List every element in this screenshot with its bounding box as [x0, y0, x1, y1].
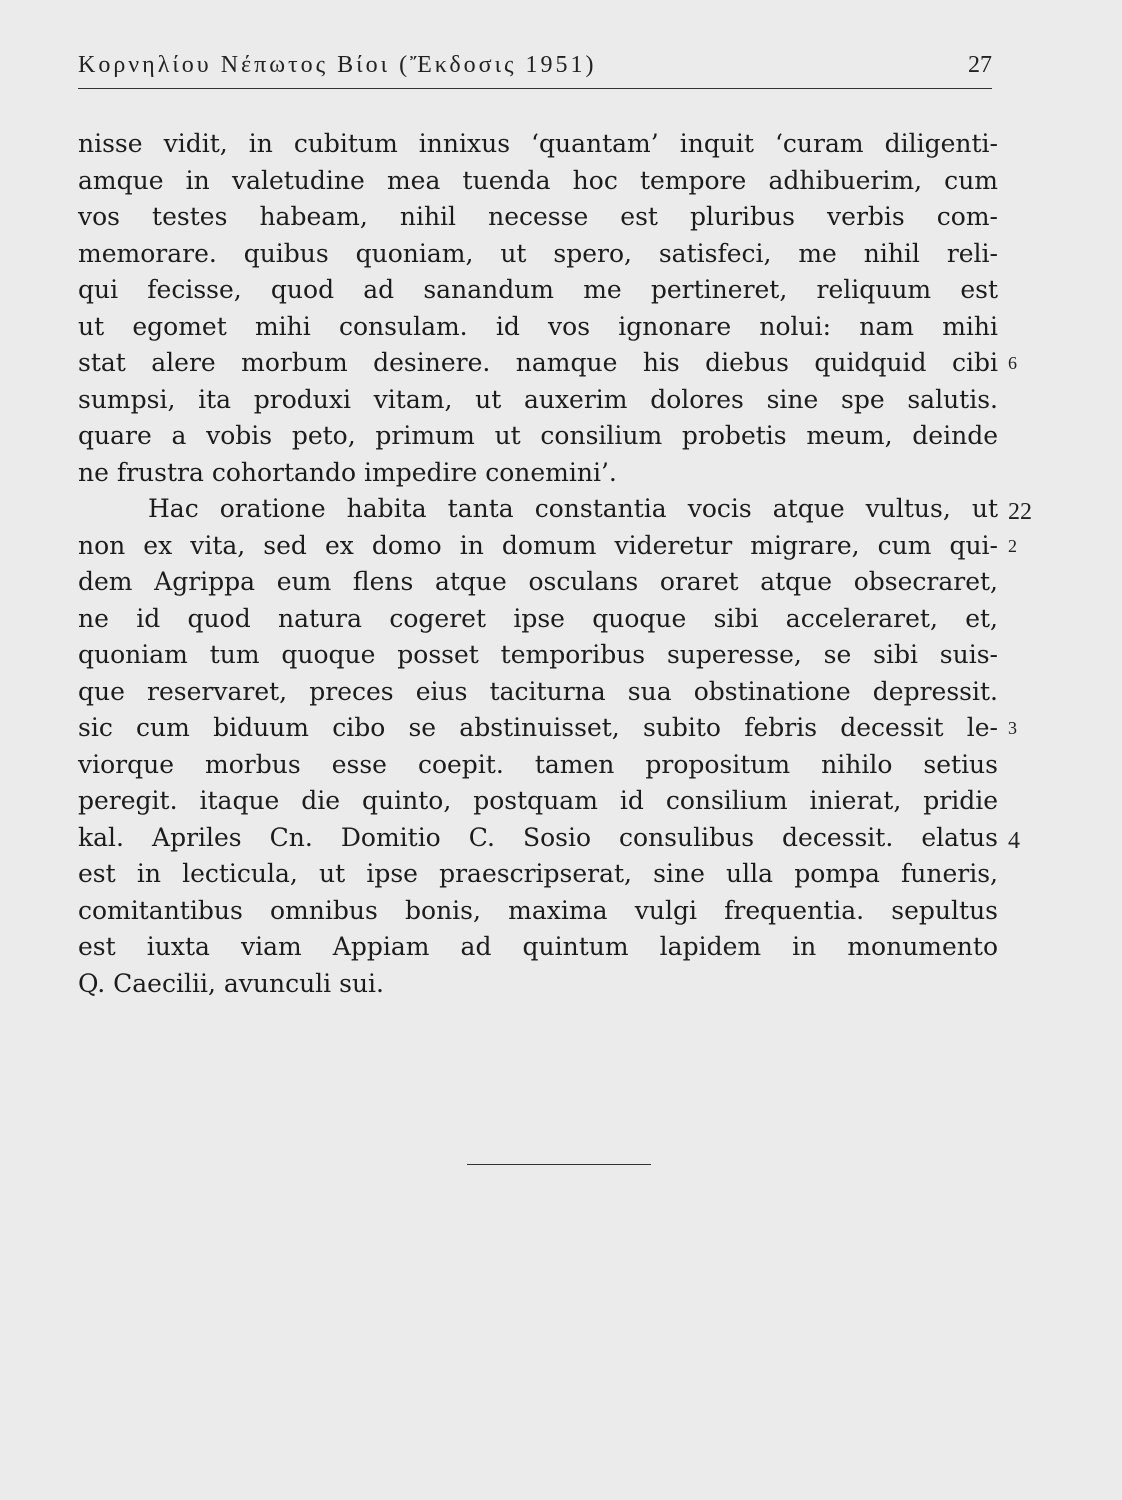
text-line: Hac oratione habita tanta constantia vocis atque vultus, ut 22	[78, 491, 998, 528]
text-line: que reservaret, preces eius taciturna sua obstinatione depressit.	[78, 676, 998, 706]
text-line: dem Agrippa eum flens atque osculans oraret atque obsecraret,	[78, 567, 998, 596]
section-number: 3	[1008, 718, 1017, 738]
text-line: stat alere morbum desinere. namque his diebus quidquid cibi 6	[78, 345, 998, 382]
text-line: viorque morbus esse coepit. tamen propositum nihilo setius	[78, 749, 998, 779]
text-line: nisse vidit, in cubitum innixus ‘quantam’ inquit ‘curam diligenti-	[78, 129, 998, 158]
text-line: memorare. quibus quoniam, ut spero, satisfeci, me nihil reli-	[78, 238, 998, 268]
running-title: Κορνηλίου Νέπωτος Βίοι (Ἔκδοσις 1951)	[78, 52, 597, 78]
text-line: est in lecticula, ut ipse praescripserat, sine ulla pompa funeris,	[78, 859, 998, 888]
text-line: sic cum biduum cibo se abstinuisset, subito febris decessit le- 3	[78, 710, 998, 747]
text-line: quare a vobis peto, primum ut consilium probetis meum, deinde	[78, 421, 998, 450]
text-line: peregit. itaque die quinto, postquam id consilium inierat, pridie	[78, 786, 998, 815]
header-rule	[78, 88, 992, 89]
text-line: vos testes habeam, nihil necesse est pluribus verbis com-	[78, 202, 998, 231]
end-rule	[467, 1164, 651, 1165]
text-line: ne id quod natura cogeret ipse quoque sibi acceleraret, et,	[78, 603, 998, 633]
text-line: qui fecisse, quod ad sanandum me pertineret, reliquum est	[78, 275, 998, 304]
running-header	[78, 52, 992, 84]
text-line: non ex vita, sed ex domo in domum videretur migrare, cum qui- 2	[78, 528, 998, 565]
text-line: Q. Caecilii, avunculi sui.	[78, 968, 384, 998]
section-number: 4	[1008, 827, 1020, 854]
text-line: ne frustra cohortando impedire conemini’.	[78, 457, 617, 487]
section-number: 6	[1008, 353, 1017, 373]
chapter-number: 22	[1008, 499, 1032, 525]
text-line: quoniam tum quoque posset temporibus superesse, se sibi suis-	[78, 640, 998, 669]
section-number: 2	[1008, 535, 1017, 556]
body-text	[78, 126, 1032, 1002]
page-number: 27	[968, 52, 992, 78]
text-line: comitantibus omnibus bonis, maxima vulgi frequentia. sepultus	[78, 895, 998, 925]
text-line: est iuxta viam Appiam ad quintum lapidem in monumento	[78, 932, 998, 961]
text-line: kal. Apriles Cn. Domitio C. Sosio consulibus decessit. elatus 4	[78, 820, 998, 857]
text-line: amque in valetudine mea tuenda hoc tempore adhibuerim, cum	[78, 165, 998, 195]
text-line: ut egomet mihi consulam. id vos ignonare nolui: nam mihi	[78, 311, 998, 341]
text-line: sumpsi, ita produxi vitam, ut auxerim dolores sine spe salutis.	[78, 384, 998, 414]
